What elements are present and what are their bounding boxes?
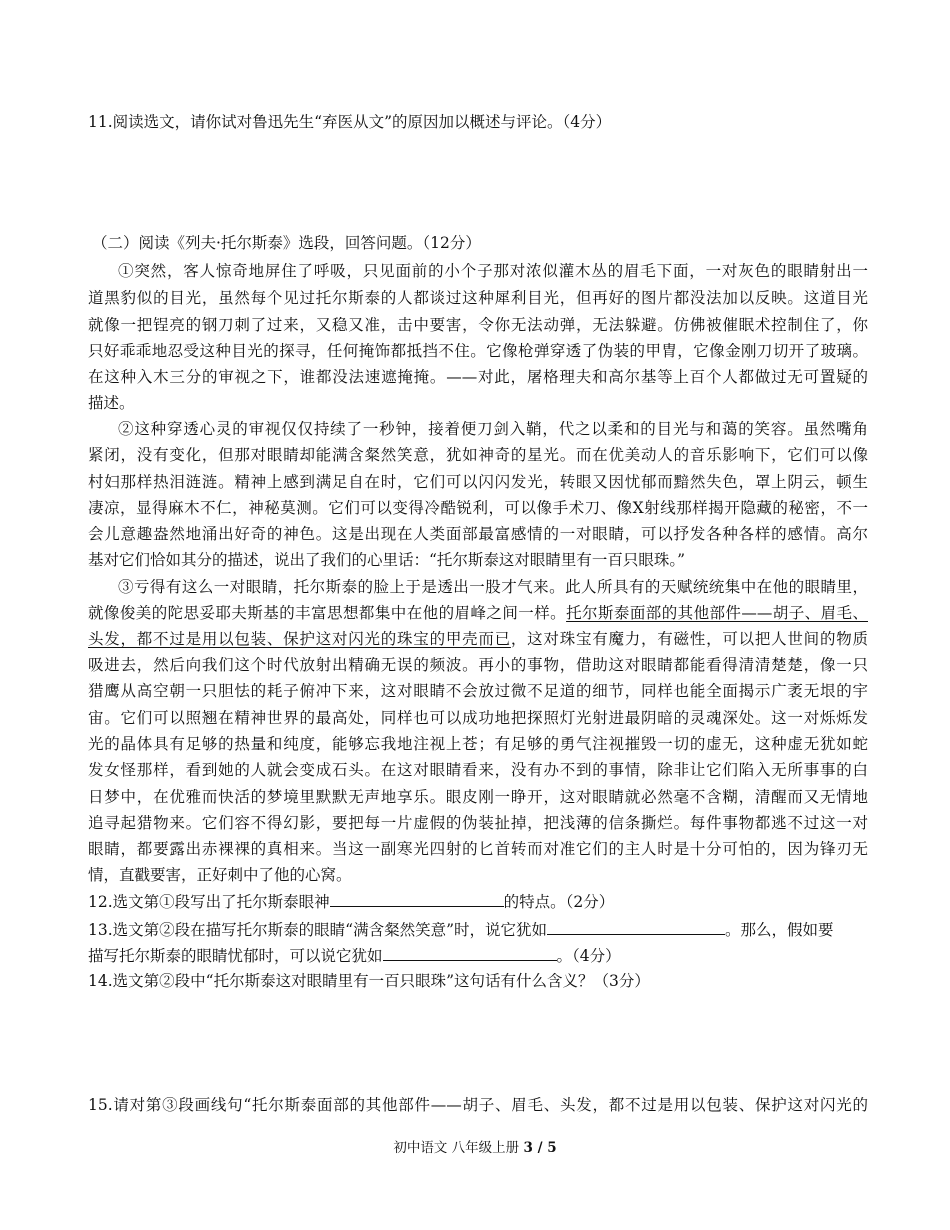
paragraph-line: 发女怪那样，看到她的人就会变成石头。在这对眼睛看来，没有办不到的事情，除非让它们陷入无所事事的白 <box>88 761 868 779</box>
section-title: （二）阅读《列夫·托尔斯泰》选段，回答问题。（12分） <box>92 234 481 252</box>
paragraph-line: 情，直戳要害，正好刺中了他的心窝。 <box>88 866 352 884</box>
paragraph-line <box>88 630 868 648</box>
question-15: 15.请对第③段画线句“托尔斯泰面部的其他部件——胡子、眉毛、头发，都不过是用以包装、保护这对闪光的 <box>88 1096 868 1114</box>
underlined-sentence: 头发，都不过是用以包装、保护这对闪光的珠宝的甲壳而已 <box>88 630 511 648</box>
paragraph-text: ，这对珠宝有魔力，有磁性，可以把人世间的物质 <box>510 630 868 648</box>
paragraph-line: ③亏得有这么一对眼睛，托尔斯泰的脸上于是透出一股才气来。此人所具有的天赋统统集中在他的眼睛里， <box>118 578 868 596</box>
paragraph-line: 宙。它们可以照翘在精神世界的最高处，同样也可以成功地把探照灯光射进最阴暗的灵魂深处。这一对烁烁发 <box>88 709 868 727</box>
paragraph-line: 追寻起猎物来。它们容不得幻影，要把每一片虚假的伪装扯掉，把浅薄的信条撕烂。每件事物都逃不过这一对 <box>88 814 868 832</box>
paragraph-line: 基对它们恰如其分的描述，说出了我们的心里话：“托尔斯泰这对眼睛里有一百只眼珠。” <box>88 551 686 569</box>
paragraph-line: 描述。 <box>88 394 135 412</box>
paragraph-line: 光的晶体具有足够的热量和纯度，能够忘我地注视上苍；有足够的勇气注视摧毁一切的虚无，这种虚无犹如蛇 <box>88 735 868 753</box>
paragraph-line: ①突然，客人惊奇地屏住了呼吸，只见面前的小个子那对浓似灌木丛的眉毛下面，一对灰色的眼睛射出一 <box>118 262 868 280</box>
question-12: 12.选文第①段写出了托尔斯泰眼神 的特点。（2分） <box>88 893 615 911</box>
paragraph-line: 吸进去，然后向我们这个时代放射出精确无误的频波。再小的事物，借助这对眼睛都能看得清清楚楚，像一只 <box>88 656 868 674</box>
underlined-sentence: 托尔斯泰面部的其他部件——胡子、眉毛、 <box>566 604 868 622</box>
question-14: 14.选文第②段中“托尔斯泰这对眼睛里有一百只眼珠”这句话有什么含义？（3分） <box>88 972 650 990</box>
paragraph-line: 会儿意趣盎然地涌出好奇的神色。这是出现在人类面部最富感情的一对眼睛，可以抒发各种各样的感情。高尔 <box>88 525 868 543</box>
paragraph-line: 眼睛，都要露出赤裸裸的真相来。当这一副寒光四射的匕首转而对准它们的主人时是十分可怕的，因为锋刃无 <box>88 840 868 858</box>
page-footer <box>0 1140 950 1156</box>
page-number: 3 / 5 <box>523 1140 557 1156</box>
paragraph-line: 只好乖乖地忍受这种目光的探寻，任何掩饰都抵挡不住。它像枪弹穿透了伪装的甲胄，它像金刚刀切开了玻璃。 <box>88 342 868 360</box>
paragraph-line: 在这种入木三分的审视之下，谁都没法速遮掩掩。——对此，屠格理夫和高尔基等上百个人都做过无可置疑的 <box>88 368 868 386</box>
paragraph-line: 凄凉，显得麻木不仁，神秘莫测。它们可以变得冷酷锐利，可以像手术刀、像X射线那样揭开隐藏的秘密，不一 <box>88 499 868 517</box>
paragraph-line: 村妇那样热泪涟涟。精神上感到满足自在时，它们可以闪闪发光，转眼又因忧郁而黯然失色，罩上阴云，顿生 <box>88 473 868 491</box>
paragraph-line: 就像一把锃亮的钢刀刺了过来，又稳又准，击中要害，令你无法动弹，无法躲避。仿佛被催眠术控制住了，你 <box>88 316 868 334</box>
paragraph-line: ②这种穿透心灵的审视仅仅持续了一秒钟，接着便刀剑入鞘，代之以柔和的目光与和蔼的笑容。虽然嘴角 <box>118 420 868 438</box>
question-11: 11.阅读选文，请你试对鲁迅先生“弃医从文”的原因加以概述与评论。（4分） <box>88 113 612 131</box>
question-13: 13.选文第②段在描写托尔斯泰的眼睛“满含粲然笑意”时，说它犹如 。那么，假如要 <box>88 921 834 939</box>
answer-blank[interactable] <box>330 892 504 907</box>
question-13-cont: 描写托尔斯泰的眼睛忧郁时，可以说它犹如 。（4分） <box>88 947 621 965</box>
paragraph-line: 猎鹰从高空朝一只胆怯的耗子俯冲下来，这对眼睛不会放过微不足道的细节，同样也能全面揭示广袤无垠的宇 <box>88 682 868 700</box>
paragraph-line: 道黑豹似的目光，虽然每个见过托尔斯泰的人都谈过这种犀利目光，但再好的图片都没法加以反映。这道目光 <box>88 289 868 307</box>
paragraph-text: 就像俊美的陀思妥耶夫斯基的丰富思想都集中在他的眉峰之间一样。 <box>88 604 567 622</box>
answer-blank[interactable] <box>547 920 725 935</box>
answer-blank[interactable] <box>383 946 557 961</box>
paragraph-line <box>88 604 868 622</box>
paragraph-line: 日梦中，在优雅而快活的梦境里默默无声地享乐。眼皮刚一睁开，这对眼睛就必然毫不含糊，清醒而又无情地 <box>88 788 868 806</box>
footer-label: 初中语文 八年级上册 <box>393 1140 524 1156</box>
paragraph-line: 紧闭，没有变化，但那对眼睛却能满含粲然笑意，犹如神奇的星光。而在优美动人的音乐影响下，它们可以像 <box>88 446 868 464</box>
